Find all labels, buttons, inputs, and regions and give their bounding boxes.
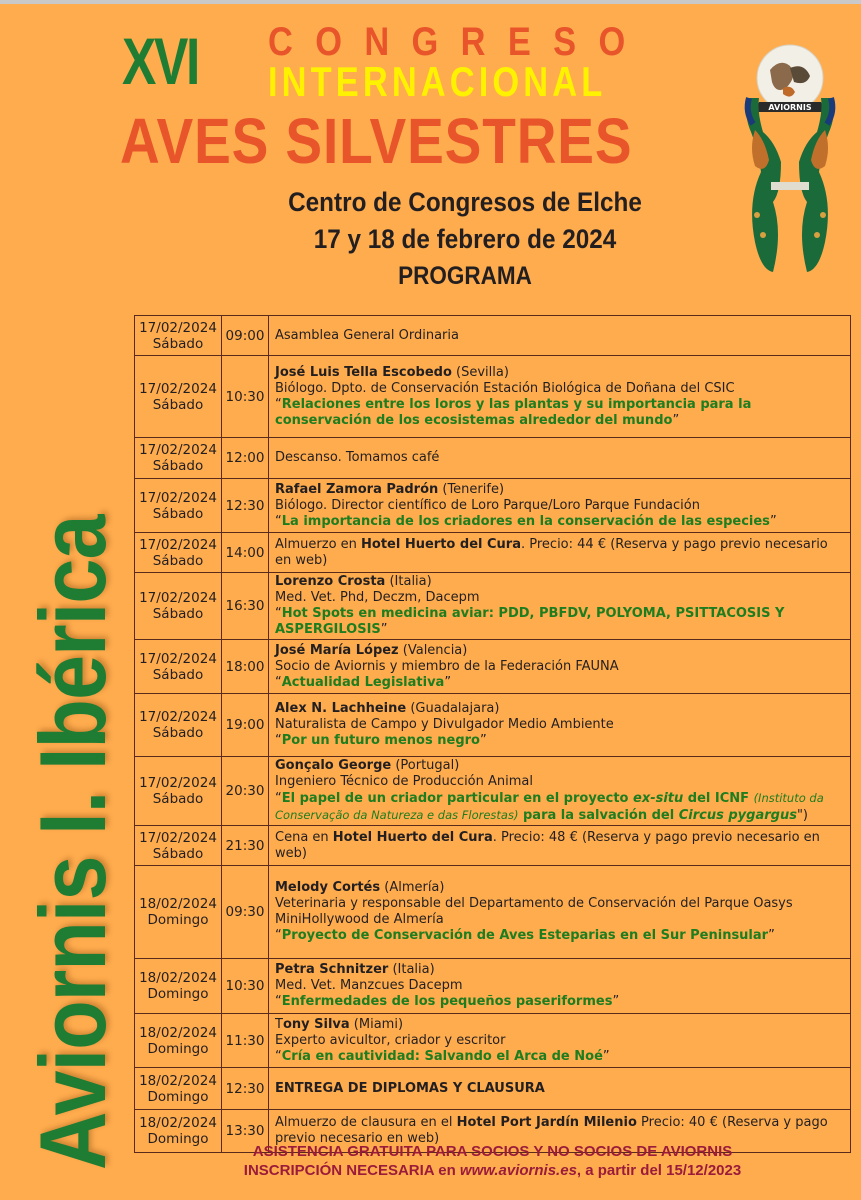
event-dates: 17 y 18 de febrero de 2024 — [313, 224, 617, 254]
time-cell: 09:30 — [222, 866, 269, 959]
schedule-row — [135, 640, 851, 694]
speaker-origin: (Valencia) — [398, 642, 468, 658]
time-cell: 12:00 — [222, 438, 269, 479]
schedule-row — [135, 533, 851, 573]
date-cell: 17/02/2024 Sábado — [135, 479, 222, 533]
content-cell — [269, 640, 851, 694]
aviornis-peacock-logo — [735, 40, 845, 280]
talk-title: “Actualidad Legislativa” — [275, 674, 452, 690]
speaker-role: Biólogo. Director científico de Loro Parque/Loro Parque Fundación — [275, 497, 700, 513]
footer-note — [134, 1142, 851, 1180]
date-cell: 17/02/2024 Sábado — [135, 694, 222, 757]
time-cell: 20:30 — [222, 757, 269, 826]
time-cell: 12:30 — [222, 479, 269, 533]
content-cell — [269, 694, 851, 757]
speaker-role: Med. Vet. Manzcues Dacepm — [275, 978, 463, 993]
speaker-name: Gonçalo George — [275, 758, 392, 773]
event-pre: Almuerzo de clausura en el — [275, 1115, 457, 1130]
title-aves-silvestres: AVES SILVESTRES — [120, 105, 633, 177]
content-cell — [269, 316, 851, 356]
content-cell — [269, 356, 851, 438]
speaker-name: ony Silva — [282, 1016, 350, 1032]
talk-title: “El papel de un criador particular en el proyecto ex-situ del ICNF (Instituto da Conservação da Natureza e das Florestas) para la salvación del Circus pygargus") — [275, 791, 824, 823]
speaker-origin: (Miami) — [349, 1016, 404, 1032]
date-cell: 18/02/2024 Domingo — [135, 959, 222, 1014]
schedule-row — [135, 866, 851, 959]
time-cell: 16:30 — [222, 573, 269, 640]
date-cell: 17/02/2024 Sábado — [135, 356, 222, 438]
venue-name: Hotel Port Jardín Milenio — [456, 1115, 637, 1130]
venue-name: Hotel Huerto del Cura — [361, 536, 521, 552]
talk-title: “Proyecto de Conservación de Aves Esteparias en el Sur Peninsular” — [275, 928, 775, 943]
time-cell: 21:30 — [222, 826, 269, 866]
schedule-row — [135, 573, 851, 640]
time-cell: 11:30 — [222, 1014, 269, 1068]
speaker-name: Alex N. Lachheine — [275, 701, 407, 716]
content-cell — [269, 1068, 851, 1110]
speaker-name: Petra Schnitzer — [275, 962, 389, 977]
date-cell: 17/02/2024 Sábado — [135, 640, 222, 694]
title-internacional: INTERNACIONAL — [268, 58, 607, 105]
schedule-row — [135, 479, 851, 533]
date-cell: 17/02/2024 Sábado — [135, 573, 222, 640]
content-cell — [269, 533, 851, 573]
speaker-role: Ingeniero Técnico de Producción Animal — [275, 774, 533, 789]
talk-title: “Hot Spots en medicina aviar: PDD, PBFDV, POLYOMA, PSITTACOSIS Y ASPERGILOSIS” — [275, 606, 785, 637]
talk-title: “La importancia de los criadores en la conservación de las especies” — [275, 513, 777, 529]
content-cell — [269, 479, 851, 533]
registration-link[interactable]: www.aviornis.es — [459, 1162, 577, 1179]
date-cell: 17/02/2024 Sábado — [135, 757, 222, 826]
speaker-role: Veterinaria y responsable del Departamento de Conservación del Parque Oasys MiniHollywood de Almería — [275, 896, 793, 927]
content-cell — [269, 438, 851, 479]
date-cell: 17/02/2024 Sábado — [135, 316, 222, 356]
event-post: Precio: 40 € (Reserva y pago previo necesario en web) — [275, 1115, 828, 1146]
time-cell: 13:30 — [222, 1110, 269, 1153]
date-cell: 18/02/2024 Domingo — [135, 1110, 222, 1153]
speaker-origin: (Tenerife) — [438, 481, 505, 497]
schedule-row — [135, 959, 851, 1014]
title-congreso: CONGRESO — [268, 20, 648, 64]
program-table — [134, 315, 851, 1153]
venue-name: Centro de Congresos de Elche — [288, 187, 642, 217]
venue-name: Hotel Huerto del Cura — [332, 829, 493, 845]
program-heading: PROGRAMA — [398, 262, 532, 290]
time-cell: 14:00 — [222, 533, 269, 573]
speaker-origin: (Portugal) — [391, 758, 460, 773]
date-cell: 18/02/2024 Domingo — [135, 1068, 222, 1110]
speaker-name: Melody Cortés — [275, 880, 381, 895]
speaker-name: Rafael Zamora Padrón — [275, 481, 439, 497]
speaker-role: Socio de Aviornis y miembro de la Federación FAUNA — [275, 658, 619, 674]
schedule-row — [135, 826, 851, 866]
event-pre: Almuerzo en — [275, 536, 362, 552]
talk-title: “Enfermedades de los pequeños paseriformes” — [275, 994, 620, 1009]
date-cell: 17/02/2024 Sábado — [135, 438, 222, 479]
talk-title: “Cría en cautividad: Salvando el Arca de Noé” — [275, 1048, 610, 1064]
time-cell: 09:00 — [222, 316, 269, 356]
talk-title: “Por un futuro menos negro” — [275, 733, 487, 748]
talk-title: “Relaciones entre los loros y las plantas y su importancia para la conservación de los ecosistemas alrededor del mundo” — [275, 396, 752, 428]
schedule-row — [135, 694, 851, 757]
schedule-row — [135, 316, 851, 356]
content-cell — [269, 826, 851, 866]
time-cell: 18:00 — [222, 640, 269, 694]
content-cell — [269, 866, 851, 959]
event-post: . Precio: 48 € (Reserva y pago previo necesario en web) — [275, 829, 820, 861]
content-cell — [269, 757, 851, 826]
time-cell: 10:30 — [222, 356, 269, 438]
time-cell: 19:00 — [222, 694, 269, 757]
speaker-origin: (Sevilla) — [451, 364, 509, 380]
schedule-row — [135, 1014, 851, 1068]
schedule-row — [135, 757, 851, 826]
speaker-role: Experto avicultor, criador y escritor — [275, 1032, 506, 1048]
footer-line-1: ASISTENCIA GRATUITA PARA SOCIOS Y NO SOCIOS DE AVIORNIS — [252, 1143, 733, 1160]
speaker-role: Med. Vet. Phd, Deczm, Dacepm — [275, 590, 480, 605]
speaker-origin: (Italia) — [388, 962, 435, 977]
speaker-name: José Luis Tella Escobedo — [275, 364, 452, 380]
top-border — [0, 0, 861, 4]
edition-number: XVI — [122, 24, 198, 98]
event-info — [200, 184, 730, 295]
event-post: . Precio: 44 € (Reserva y pago previo necesario en web) — [275, 536, 828, 568]
content-cell — [269, 959, 851, 1014]
time-cell: 12:30 — [222, 1068, 269, 1110]
date-cell: 17/02/2024 Sábado — [135, 826, 222, 866]
date-cell: 17/02/2024 Sábado — [135, 533, 222, 573]
schedule-row — [135, 438, 851, 479]
speaker-name: José María López — [275, 642, 399, 658]
content-cell — [269, 573, 851, 640]
event-pre: Cena en — [275, 829, 333, 845]
content-cell — [269, 1014, 851, 1068]
speaker-origin: (Italia) — [385, 574, 432, 589]
time-cell: 10:30 — [222, 959, 269, 1014]
speaker-role: Biólogo. Dpto. de Conservación Estación Biológica de Doñana del CSIC — [275, 380, 735, 396]
speaker-origin: (Guadalajara) — [406, 701, 500, 716]
date-cell: 18/02/2024 Domingo — [135, 1014, 222, 1068]
date-cell: 18/02/2024 Domingo — [135, 866, 222, 959]
event-text: ENTREGA DE DIPLOMAS Y CLAUSURA — [275, 1080, 545, 1096]
speaker-name: Lorenzo Crosta — [275, 574, 386, 589]
event-text: Descanso. Tomamos café — [275, 450, 440, 465]
schedule-row — [135, 1068, 851, 1110]
speaker-role: Naturalista de Campo y Divulgador Medio Ambiente — [275, 717, 614, 732]
logo-text: AVIORNIS — [768, 103, 812, 112]
event-text: Asamblea General Ordinaria — [275, 327, 459, 343]
speaker-origin: (Almería) — [380, 880, 445, 895]
schedule-row — [135, 356, 851, 438]
side-title: Aviornis I. Ibérica — [20, 515, 125, 1170]
footer-line-2: INSCRIPCIÓN NECESARIA en www.aviornis.es, a partir del 15/12/2023 — [243, 1162, 742, 1179]
speaker-initial: T — [275, 1016, 283, 1032]
